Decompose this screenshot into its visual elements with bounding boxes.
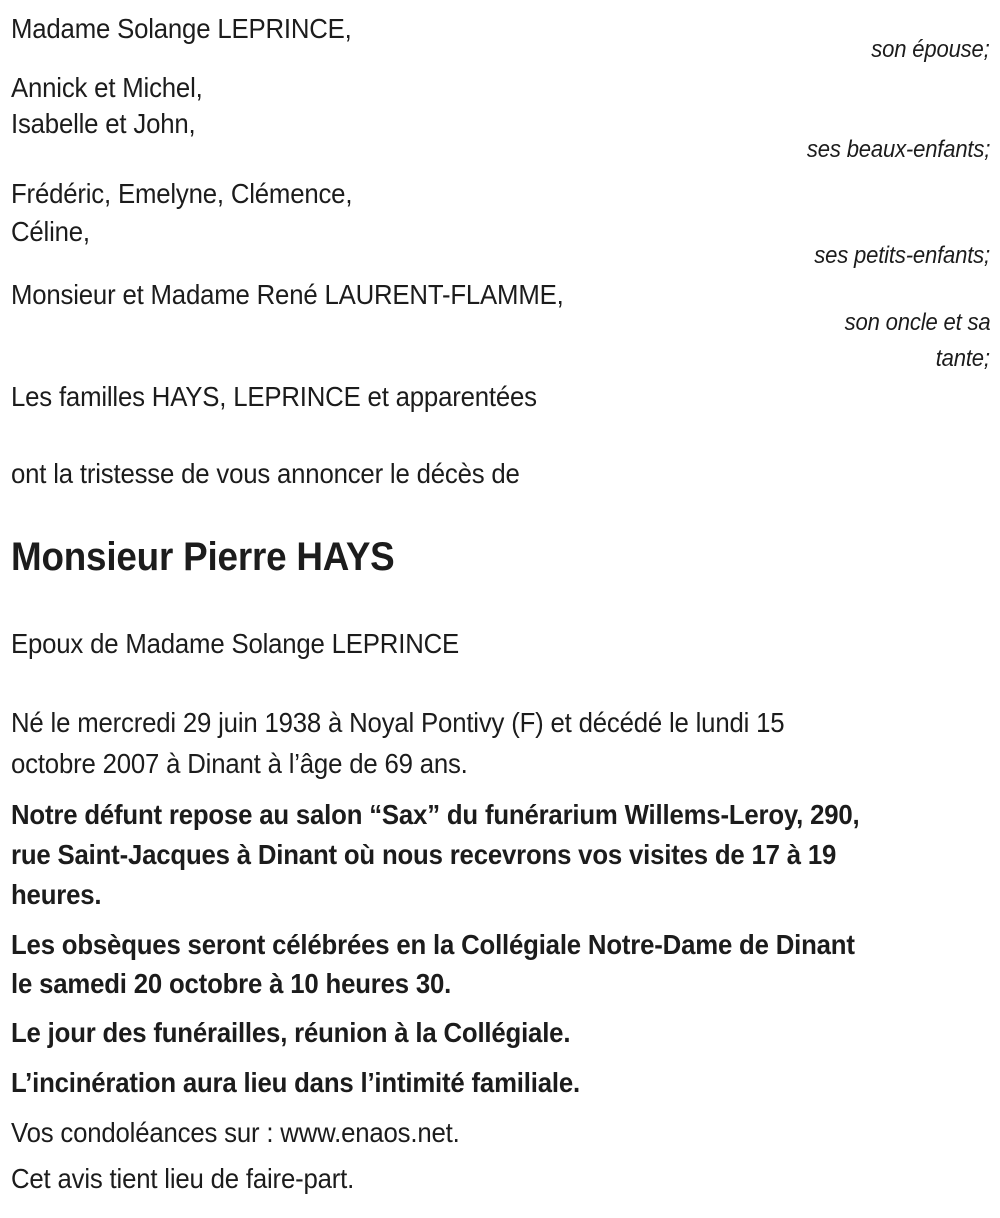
relation-label: ses beaux-enfants; [806, 136, 990, 163]
deceased-name-title: Monsieur Pierre HAYS [11, 535, 395, 579]
funeral-service-line: Les obsèques seront célébrées en la Collégiale Notre-Dame de Dinant [11, 929, 855, 960]
visitation-line: rue Saint-Jacques à Dinant où nous recevrons vos visites de 17 à 19 [11, 839, 837, 870]
family-member-line: Frédéric, Emelyne, Clémence, [11, 178, 353, 209]
relation-label: tante; [935, 345, 990, 372]
family-member-line: Madame Solange LEPRINCE, [11, 13, 352, 44]
family-member-line: Annick et Michel, [11, 72, 203, 103]
condolences-line: Vos condoléances sur : www.enaos.net. [11, 1117, 460, 1148]
birth-death-line: Né le mercredi 29 juin 1938 à Noyal Pontivy (F) et décédé le lundi 15 [11, 707, 785, 738]
family-member-line: Isabelle et John, [11, 108, 196, 139]
cremation-line: L’incinération aura lieu dans l’intimité familiale. [11, 1067, 580, 1098]
announcement-intro: ont la tristesse de vous annoncer le décès de [11, 458, 520, 489]
notice-line: Cet avis tient lieu de faire-part. [11, 1163, 355, 1194]
spouse-line: Epoux de Madame Solange LEPRINCE [11, 628, 460, 659]
family-member-line: Céline, [11, 216, 90, 247]
visitation-line: Notre défunt repose au salon “Sax” du funérarium Willems-Leroy, 290, [11, 799, 860, 830]
birth-death-line: octobre 2007 à Dinant à l’âge de 69 ans. [11, 748, 468, 779]
family-member-line: Monsieur et Madame René LAURENT-FLAMME, [11, 279, 564, 310]
funeral-day-line: Le jour des funérailles, réunion à la Collégiale. [11, 1017, 571, 1048]
relation-label: son oncle et sa [844, 309, 990, 336]
family-member-line: Les familles HAYS, LEPRINCE et apparentées [11, 381, 537, 412]
relation-label: son épouse; [871, 36, 990, 63]
visitation-line: heures. [11, 879, 102, 910]
funeral-service-line: le samedi 20 octobre à 10 heures 30. [11, 968, 452, 999]
relation-label: ses petits-enfants; [814, 242, 990, 269]
